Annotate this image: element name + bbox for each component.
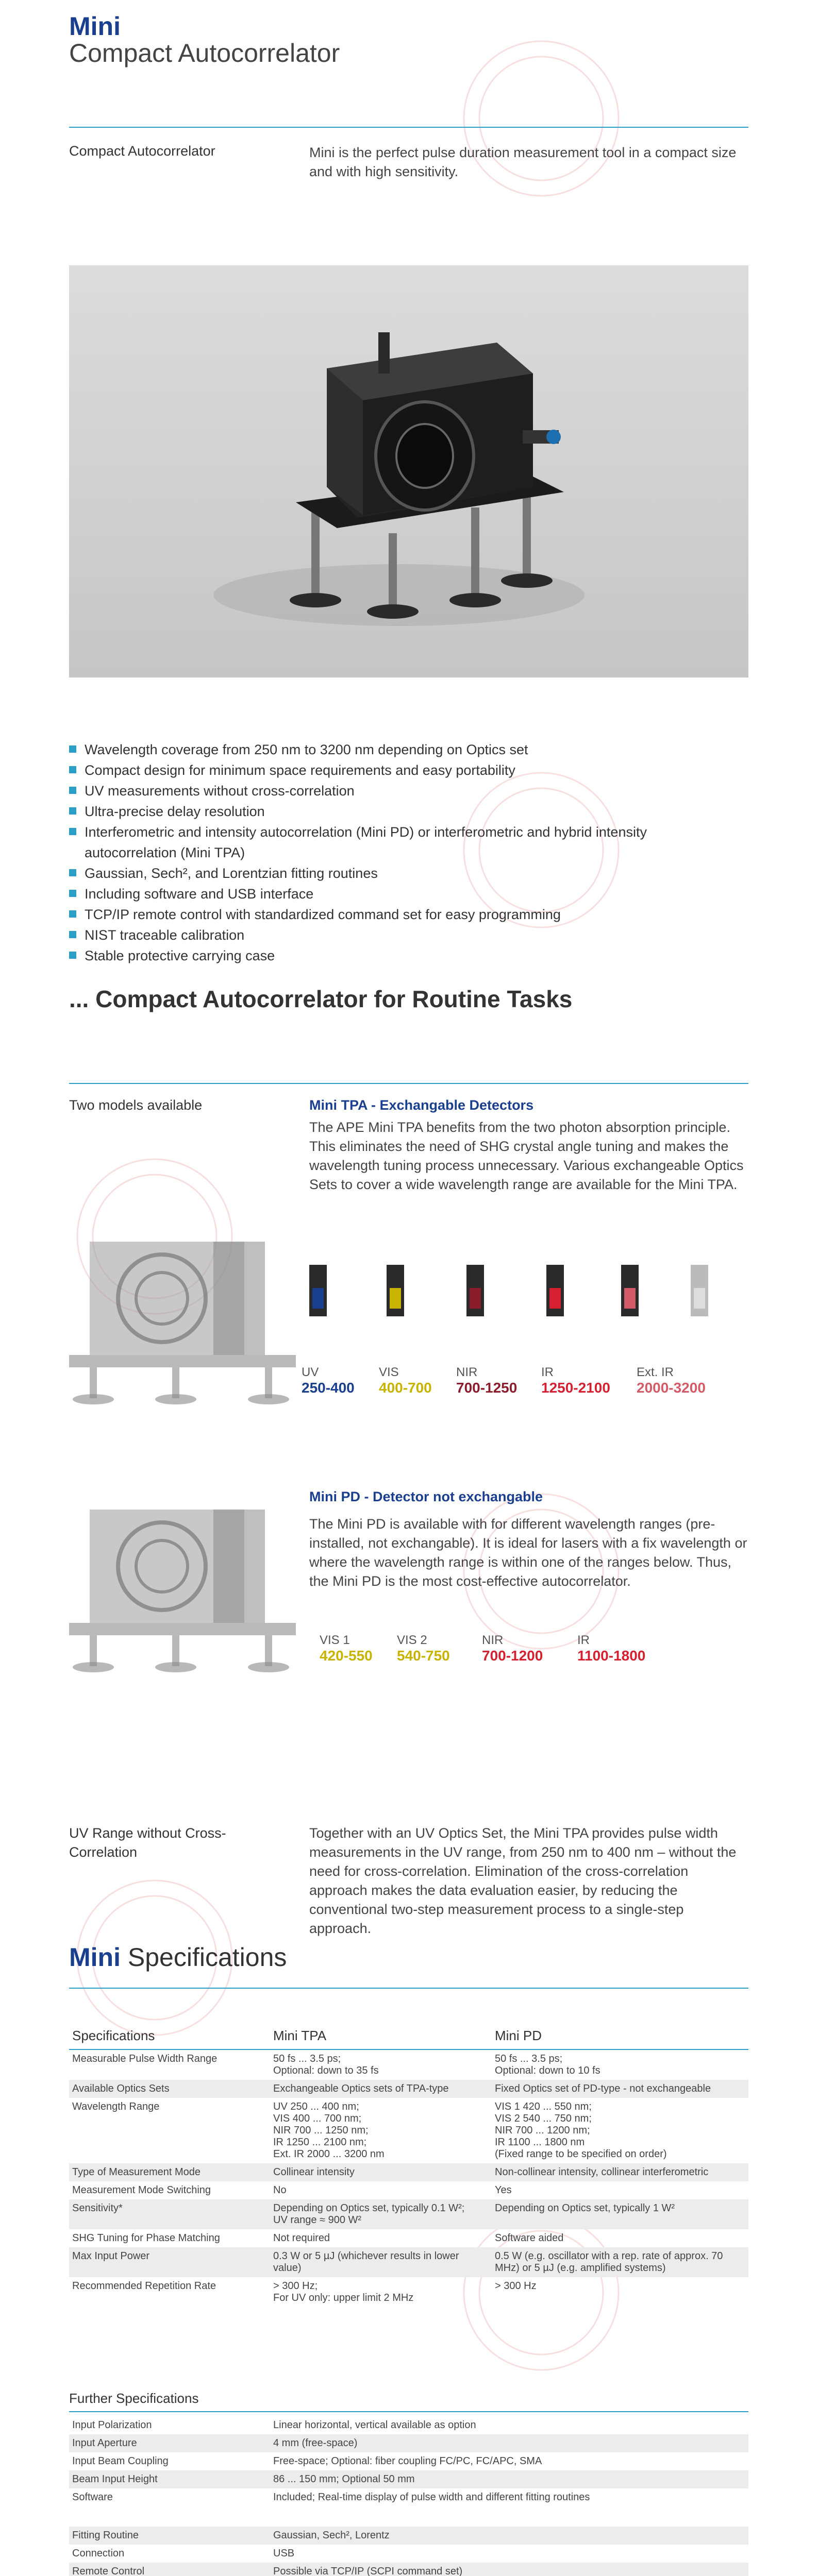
table-row bbox=[69, 2277, 748, 2307]
list-item: TCP/IP remote control with standardized command set for easy programming bbox=[69, 904, 739, 925]
table-row bbox=[69, 2049, 748, 2080]
pd-device-image bbox=[69, 1504, 306, 1674]
list-item: Ultra-precise delay resolution bbox=[69, 801, 739, 822]
spec-key: Input Beam Coupling bbox=[72, 2455, 169, 2467]
spec-pd: > 300 Hz bbox=[495, 2280, 537, 2292]
spec-key: Measurement Mode Switching bbox=[72, 2184, 211, 2196]
pd-range-vis1 bbox=[320, 1633, 373, 1664]
header-divider bbox=[69, 127, 748, 128]
detector-uv bbox=[302, 1365, 355, 1396]
uv-text: Together with an UV Optics Set, the Mini TPA provides pulse width measurements in the UV range, from 250 nm to 400 nm – without the need for cross-correlation. Elimination of the cross-correlation approach makes the data evaluation easier, by reducing the conventional two-step measurement process to a single-step approach. bbox=[309, 1825, 737, 1936]
spec-tpa: Exchangeable Optics sets of TPA-type bbox=[270, 2080, 492, 2098]
further-heading: Further Specifications bbox=[69, 2391, 199, 2406]
list-item: Stable protective carrying case bbox=[69, 945, 739, 966]
feature-list bbox=[69, 739, 739, 966]
detector-images bbox=[299, 1257, 722, 1329]
detector-ext-ir bbox=[637, 1365, 706, 1396]
range-caption: VIS 2 bbox=[397, 1633, 427, 1647]
spec-value: USB bbox=[273, 2548, 295, 2559]
specs-heading-mini: Mini bbox=[69, 1943, 121, 1972]
table-row bbox=[69, 2080, 748, 2098]
intro-text: Mini is the perfect pulse duration measurement tool in a compact size and with high sensitivity. bbox=[309, 145, 737, 179]
spec-value: Possible via TCP/IP (SCPI command set) bbox=[270, 2563, 748, 2576]
spec-table bbox=[69, 2025, 748, 2307]
spec-col-header: Specifications bbox=[69, 2025, 270, 2049]
table-row bbox=[69, 2470, 748, 2488]
routine-heading: ... Compact Autocorrelator for Routine Tasks bbox=[69, 986, 573, 1012]
spec-pd: 0.5 W (e.g. oscillator with a rep. rate of approx. 70 MHz) or 5 µJ (e.g. amplified systems) bbox=[492, 2247, 748, 2277]
spec-key: Input Polarization bbox=[72, 2419, 152, 2431]
range-caption: IR bbox=[577, 1633, 590, 1647]
spec-tpa: > 300 Hz; For UV only: upper limit 2 MHz bbox=[273, 2280, 414, 2303]
table-row bbox=[69, 2545, 748, 2563]
page-subtitle: Compact Autocorrelator bbox=[69, 39, 340, 67]
spec-key: Recommended Repetition Rate bbox=[72, 2280, 216, 2292]
range-value: 540-750 bbox=[397, 1648, 450, 1664]
spec-value: Included; Real-time display of pulse width and different fitting routines bbox=[273, 2492, 590, 2503]
detector-caption: UV bbox=[302, 1365, 319, 1379]
models-label: Two models available bbox=[69, 1097, 203, 1113]
spec-pd: Non-collinear intensity, collinear interferometric bbox=[492, 2163, 748, 2181]
spec-col-header: Mini PD bbox=[492, 2025, 748, 2049]
spec-value: Gaussian, Sech², Lorentz bbox=[270, 2527, 748, 2545]
tpa-heading: Mini TPA - Exchangable Detectors bbox=[309, 1097, 534, 1113]
specs-divider bbox=[69, 1988, 748, 1989]
tpa-detector-list bbox=[302, 1365, 750, 1406]
spec-key: Type of Measurement Mode bbox=[69, 2163, 270, 2181]
pd-range-nir bbox=[482, 1633, 543, 1664]
product-photo bbox=[69, 265, 748, 677]
detector-range: 2000-3200 bbox=[637, 1380, 706, 1396]
detector-range: 400-700 bbox=[379, 1380, 432, 1396]
list-item: Interferometric and intensity autocorrelation (Mini PD) or interferometric and hybrid intensity autocorrelation (Mini TPA) bbox=[69, 822, 739, 863]
table-row bbox=[69, 2563, 748, 2576]
tpa-device-image bbox=[69, 1236, 306, 1406]
table-row bbox=[69, 2098, 748, 2163]
pd-range-list bbox=[320, 1633, 732, 1674]
detector-caption: VIS bbox=[379, 1365, 399, 1379]
spec-key: Remote Control bbox=[69, 2563, 270, 2576]
spec-key: Available Optics Sets bbox=[69, 2080, 270, 2098]
table-row bbox=[69, 2199, 748, 2229]
detector-range: 250-400 bbox=[302, 1380, 355, 1396]
list-item: Including software and USB interface bbox=[69, 884, 739, 904]
table-row bbox=[69, 2181, 748, 2199]
list-item: Compact design for minimum space requirements and easy portability bbox=[69, 760, 739, 781]
detector-nir bbox=[456, 1365, 517, 1396]
routine-divider bbox=[69, 1083, 748, 1084]
spec-key: Fitting Routine bbox=[69, 2527, 270, 2545]
uv-label: UV Range without Cross-Correlation bbox=[69, 1825, 226, 1860]
spec-key: Connection bbox=[72, 2548, 125, 2559]
specs-heading bbox=[69, 1942, 287, 1972]
table-row bbox=[69, 2163, 748, 2181]
spec-key: Software bbox=[72, 2492, 113, 2503]
detector-vis bbox=[379, 1365, 432, 1396]
spec-pd: Yes bbox=[495, 2184, 512, 2196]
pd-range-ir bbox=[577, 1633, 645, 1664]
spec-pd: Software aided bbox=[495, 2232, 564, 2244]
range-value: 700-1200 bbox=[482, 1648, 543, 1664]
list-item: Wavelength coverage from 250 nm to 3200 nm depending on Optics set bbox=[69, 739, 739, 760]
spec-pd: 50 fs ... 3.5 ps; Optional: down to 10 fs bbox=[495, 2053, 600, 2076]
page-title: Mini bbox=[69, 12, 121, 41]
list-item: NIST traceable calibration bbox=[69, 925, 739, 945]
spec-value: Linear horizontal, vertical available as option bbox=[273, 2419, 476, 2431]
detector-ir bbox=[541, 1365, 610, 1396]
further-divider bbox=[69, 2411, 748, 2412]
spec-col-header: Mini TPA bbox=[270, 2025, 492, 2049]
pd-text: The Mini PD is available with for different wavelength ranges (pre-installed, not exchangable). It is ideal for lasers with a fix wavelength or where the wavelength range is within one of the ranges below. Thus, the Mini PD is the most cost-effective autocorrelator. bbox=[309, 1516, 747, 1589]
pd-heading: Mini PD - Detector not exchangable bbox=[309, 1489, 543, 1504]
range-value: 1100-1800 bbox=[577, 1648, 646, 1664]
spec-key: Max Input Power bbox=[69, 2247, 270, 2277]
spec-key: Measurable Pulse Width Range bbox=[72, 2053, 218, 2064]
spec-tpa: Depending on Optics set, typically 0.1 W²; UV range ≈ 900 W² bbox=[270, 2199, 492, 2229]
tpa-text: The APE Mini TPA benefits from the two photon absorption principle. This eliminates the need of SHG crystal angle tuning and makes the wavelength tuning process unnecessary. Various exchangeable Optics Sets to cover a wide wavelength range are available for the Mini TPA. bbox=[309, 1120, 744, 1192]
table-row bbox=[69, 2416, 748, 2434]
pd-range-vis2 bbox=[397, 1633, 450, 1664]
spec-tpa: 0.3 W or 5 µJ (whichever results in lower value) bbox=[270, 2247, 492, 2277]
spec-key: Wavelength Range bbox=[72, 2101, 160, 2112]
spec-key: Sensitivity* bbox=[69, 2199, 270, 2229]
further-table bbox=[69, 2416, 748, 2576]
detector-caption: NIR bbox=[456, 1365, 478, 1379]
intro-label: Compact Autocorrelator bbox=[69, 143, 215, 159]
detector-range: 700-1250 bbox=[456, 1380, 517, 1396]
spec-tpa: UV 250 ... 400 nm; VIS 400 ... 700 nm; NIR 700 ... 1250 nm; IR 1250 ... 2100 nm; Ext. IR 2000 ... 3200 nm bbox=[273, 2101, 385, 2160]
range-caption: VIS 1 bbox=[320, 1633, 350, 1647]
table-row bbox=[69, 2247, 748, 2277]
range-caption: NIR bbox=[482, 1633, 504, 1647]
spec-key: Input Aperture bbox=[69, 2434, 270, 2452]
spec-key: Beam Input Height bbox=[69, 2470, 270, 2488]
list-item: Gaussian, Sech², and Lorentzian fitting routines bbox=[69, 863, 739, 884]
table-row bbox=[69, 2434, 748, 2452]
specs-heading-rest: Specifications bbox=[120, 1943, 287, 1972]
spec-value: 4 mm (free-space) bbox=[270, 2434, 748, 2452]
range-value: 420-550 bbox=[320, 1648, 373, 1664]
detector-caption: Ext. IR bbox=[637, 1365, 674, 1379]
spec-pd: Depending on Optics set, typically 1 W² bbox=[492, 2199, 748, 2229]
table-row bbox=[69, 2452, 748, 2470]
spec-tpa: Collinear intensity bbox=[270, 2163, 492, 2181]
spec-tpa: No bbox=[273, 2184, 287, 2196]
spec-tpa: 50 fs ... 3.5 ps; Optional: down to 35 fs bbox=[273, 2053, 379, 2076]
spec-value: Free-space; Optional: fiber coupling FC/PC, FC/APC, SMA bbox=[273, 2455, 542, 2467]
table-row bbox=[69, 2488, 748, 2527]
spec-pd: Fixed Optics set of PD-type - not exchangeable bbox=[492, 2080, 748, 2098]
detector-range: 1250-2100 bbox=[541, 1380, 610, 1396]
spec-pd: VIS 1 420 ... 550 nm; VIS 2 540 ... 750 nm; NIR 700 ... 1200 nm; IR 1100 ... 1800 nm (Fixed range to be specified on order) bbox=[495, 2101, 667, 2160]
table-row bbox=[69, 2527, 748, 2545]
table-row bbox=[69, 2229, 748, 2247]
list-item: UV measurements without cross-correlation bbox=[69, 781, 739, 801]
spec-tpa: Not required bbox=[273, 2232, 330, 2244]
spec-key: SHG Tuning for Phase Matching bbox=[72, 2232, 220, 2244]
spec-value: 86 ... 150 mm; Optional 50 mm bbox=[270, 2470, 748, 2488]
detector-caption: IR bbox=[541, 1365, 554, 1379]
